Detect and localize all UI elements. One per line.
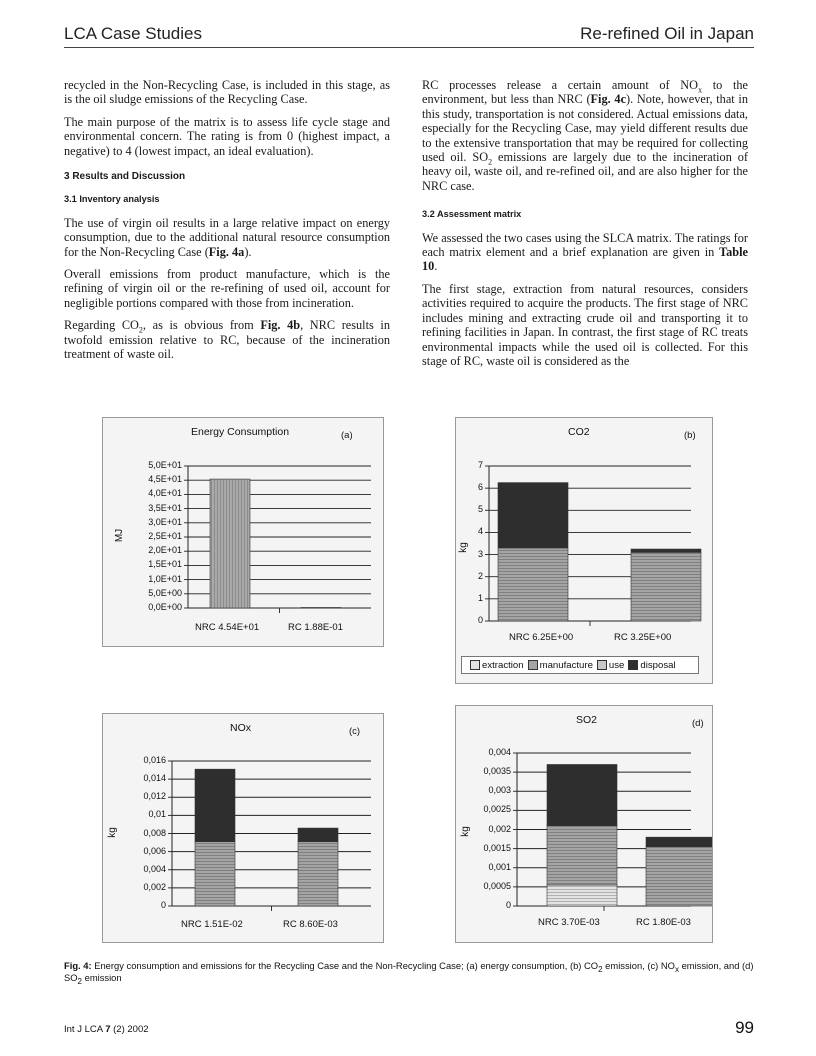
x-category-label: RC 3.25E+00 — [614, 632, 672, 643]
figure-reference[interactable]: Fig. 4a — [208, 244, 245, 259]
y-tick-label: 7 — [477, 460, 483, 470]
bar-segment-manufacture — [298, 842, 338, 906]
legend-label: disposal — [640, 659, 676, 671]
y-tick-label: 3,5E+01 — [148, 502, 182, 513]
chart-energy-consumption — [102, 417, 384, 647]
page-number: 99 — [735, 1018, 754, 1037]
chart-title: NOx — [230, 722, 251, 734]
header-rule — [64, 47, 754, 48]
chart-svg — [456, 418, 712, 683]
paragraph: RC processes release a certain amount of $NO_x$ to the environment, but less than NRC (Fig. 4c). Note, however, that in this study, transportation is not considered. Actual emissions data, especially for the Recycling Case, may yield different results due to the extensive transportation that may be required for collecting used oil. $SO_2$ emissions are largely due to the incineration of heavy oil, waste oil, and re-refined oil, and are also higher for the NRC case. — [422, 78, 748, 193]
y-tick-label: 0,006 — [143, 845, 166, 856]
subsection-heading: 3.2 Assessment matrix — [422, 209, 522, 220]
panel-label: (d) — [692, 718, 704, 729]
paragraph: The use of virgin oil results in a large relative impact on energy consumption, due to the additional natural resource consumption for the Non-Recycling Case (Fig. 4a). — [64, 215, 390, 259]
chart-co2 — [455, 417, 713, 684]
x-category-label: RC 1.80E-03 — [636, 917, 691, 928]
bar-segment-disposal — [646, 837, 712, 847]
y-tick-label: 0,001 — [488, 861, 511, 872]
chart-legend — [461, 656, 699, 674]
bar-segment-disposal — [195, 769, 235, 842]
y-tick-label: 4,5E+01 — [148, 474, 182, 485]
x-category-label: NRC 4.54E+01 — [195, 622, 260, 633]
bar-segment-manufacture — [498, 548, 568, 621]
y-tick-label: 5,0E+00 — [148, 587, 182, 598]
y-axis-label: kg — [106, 827, 118, 838]
figure-reference[interactable]: Fig. 4b — [260, 318, 301, 333]
x-category-label: NRC 3.70E-03 — [538, 917, 600, 928]
y-tick-label: 0,004 — [143, 863, 166, 874]
paragraph: Regarding $CO_2$, as is obvious from Fig. 4b, NRC results in twofold emission relative to RC, because of the incineration treatment of waste oil. — [64, 318, 390, 362]
figure-caption: Fig. 4: Energy consumption and emissions for the Recycling Case and the Non-Recycling Case; (a) energy consumption, (b) $CO_2$ emission, (c) $NO_x$ emission, and (d) $SO_2$ emission — [64, 960, 754, 986]
x-category-label: NRC 6.25E+00 — [509, 632, 574, 643]
y-tick-label: 0,016 — [143, 755, 166, 765]
y-tick-label: 0,0015 — [483, 842, 511, 853]
y-axis-label: MJ — [114, 528, 126, 543]
y-tick-label: 0,0E+00 — [148, 602, 182, 612]
y-tick-label: 0,014 — [143, 773, 166, 784]
section-heading: 3 Results and Discussion — [64, 171, 186, 183]
y-tick-label: 2,0E+01 — [148, 545, 182, 556]
bar-segment-manufacture — [301, 607, 341, 608]
y-tick-label: 0,012 — [143, 791, 166, 802]
y-tick-label: 0 — [477, 615, 483, 625]
y-axis-label: kg — [459, 826, 471, 837]
y-tick-label: 0,002 — [488, 823, 511, 834]
y-tick-label: 4,0E+01 — [148, 488, 182, 499]
y-tick-label: 1,5E+01 — [148, 559, 182, 570]
paragraph: The first stage, extraction from natural resources, considers activities required to acquire the products. The first stage of NRC includes mining and extracting crude oil and transporting it to refining facilities in Japan. In contrast, the first stage of RC treats environmental impacts while the used oil is collected. For this stage of RC, waste oil is considered as the — [422, 281, 748, 368]
y-tick-label: 5,0E+01 — [148, 460, 182, 470]
bar-segment-disposal — [498, 483, 568, 548]
legend-swatch-disposal — [628, 660, 638, 670]
y-tick-label: 5 — [477, 504, 483, 515]
bar-segment-disposal — [298, 828, 338, 842]
y-tick-label: 0 — [160, 900, 166, 910]
legend-swatch-extraction — [470, 660, 480, 670]
x-category-label: RC 8.60E-03 — [283, 919, 338, 930]
legend-label: manufacture — [539, 659, 593, 671]
table-reference[interactable]: Table 10 — [422, 245, 748, 274]
subsection-heading: 3.1 Inventory analysis — [64, 194, 160, 205]
y-tick-label: 2,5E+01 — [148, 531, 182, 541]
left-column — [64, 78, 390, 370]
footer-journal: Int J LCA 7 (2) 2002 — [64, 1024, 149, 1035]
legend-label: extraction — [482, 659, 524, 671]
chart-nox — [102, 713, 384, 943]
y-tick-label: 0,008 — [143, 827, 166, 838]
y-tick-label: 0,004 — [488, 747, 511, 757]
paragraph: The main purpose of the matrix is to assess life cycle stage and environmental concern. The rating is from 0 (highest impact, a negative) to 4 (lowest impact, an ideal evaluation). — [64, 114, 390, 158]
right-column — [422, 78, 748, 376]
y-tick-label: 0,0005 — [483, 880, 511, 891]
x-category-label: RC 1.88E-01 — [288, 622, 343, 633]
y-tick-label: 0,0025 — [483, 804, 511, 815]
legend-label: use — [608, 659, 625, 671]
paragraph: We assessed the two cases using the SLCA matrix. The ratings for each matrix element and a brief explanation are given in Table 10. — [422, 230, 748, 274]
running-header-left: LCA Case Studies — [64, 24, 202, 43]
paragraph: Overall emissions from product manufacture, which is the refining of virgin oil or the re-refining of used oil, account for negligible portions compared with those from incineration. — [64, 267, 390, 310]
panel-label: (b) — [684, 430, 696, 441]
y-tick-label: 0,0035 — [483, 766, 511, 777]
bar-segment-extraction — [547, 885, 617, 906]
y-tick-label: 4 — [477, 526, 483, 537]
running-header-right: Re-refined Oil in Japan — [580, 24, 754, 43]
x-category-label: NRC 1.51E-02 — [181, 919, 243, 930]
panel-label: (a) — [341, 430, 353, 441]
y-tick-label: 0,002 — [143, 881, 166, 892]
y-tick-label: 0,01 — [148, 809, 166, 820]
y-tick-label: 0 — [505, 900, 511, 910]
chart-title: Energy Consumption — [191, 426, 290, 438]
bar-segment-disposal — [547, 764, 617, 825]
y-tick-label: 3 — [477, 548, 483, 559]
bar-segment-manufacture — [547, 826, 617, 885]
bar-segment-manufacture — [646, 847, 712, 906]
figure-reference[interactable]: Fig. 4c — [590, 92, 627, 107]
bar-segment-disposal — [631, 549, 701, 552]
chart-so2 — [455, 705, 713, 943]
bar-segment-manufacture — [210, 479, 250, 608]
y-tick-label: 2 — [477, 570, 483, 581]
panel-label: (c) — [349, 726, 361, 737]
y-tick-label: 0,003 — [488, 785, 511, 796]
paragraph: recycled in the Non-Recycling Case, is included in this stage, as is the oil sludge emissions of the Recycling Case. — [64, 78, 390, 107]
bar-segment-manufacture — [195, 842, 235, 906]
y-tick-label: 3,0E+01 — [148, 516, 182, 527]
y-tick-label: 1 — [477, 592, 483, 603]
y-axis-label: kg — [457, 542, 469, 553]
chart-title: SO2 — [576, 714, 598, 726]
y-tick-label: 1,0E+01 — [148, 573, 182, 584]
legend-swatch-manufacture — [528, 660, 538, 670]
bar-segment-manufacture — [631, 552, 701, 621]
chart-title: CO2 — [568, 426, 590, 438]
y-tick-label: 6 — [477, 482, 483, 493]
legend-swatch-use — [597, 660, 607, 670]
